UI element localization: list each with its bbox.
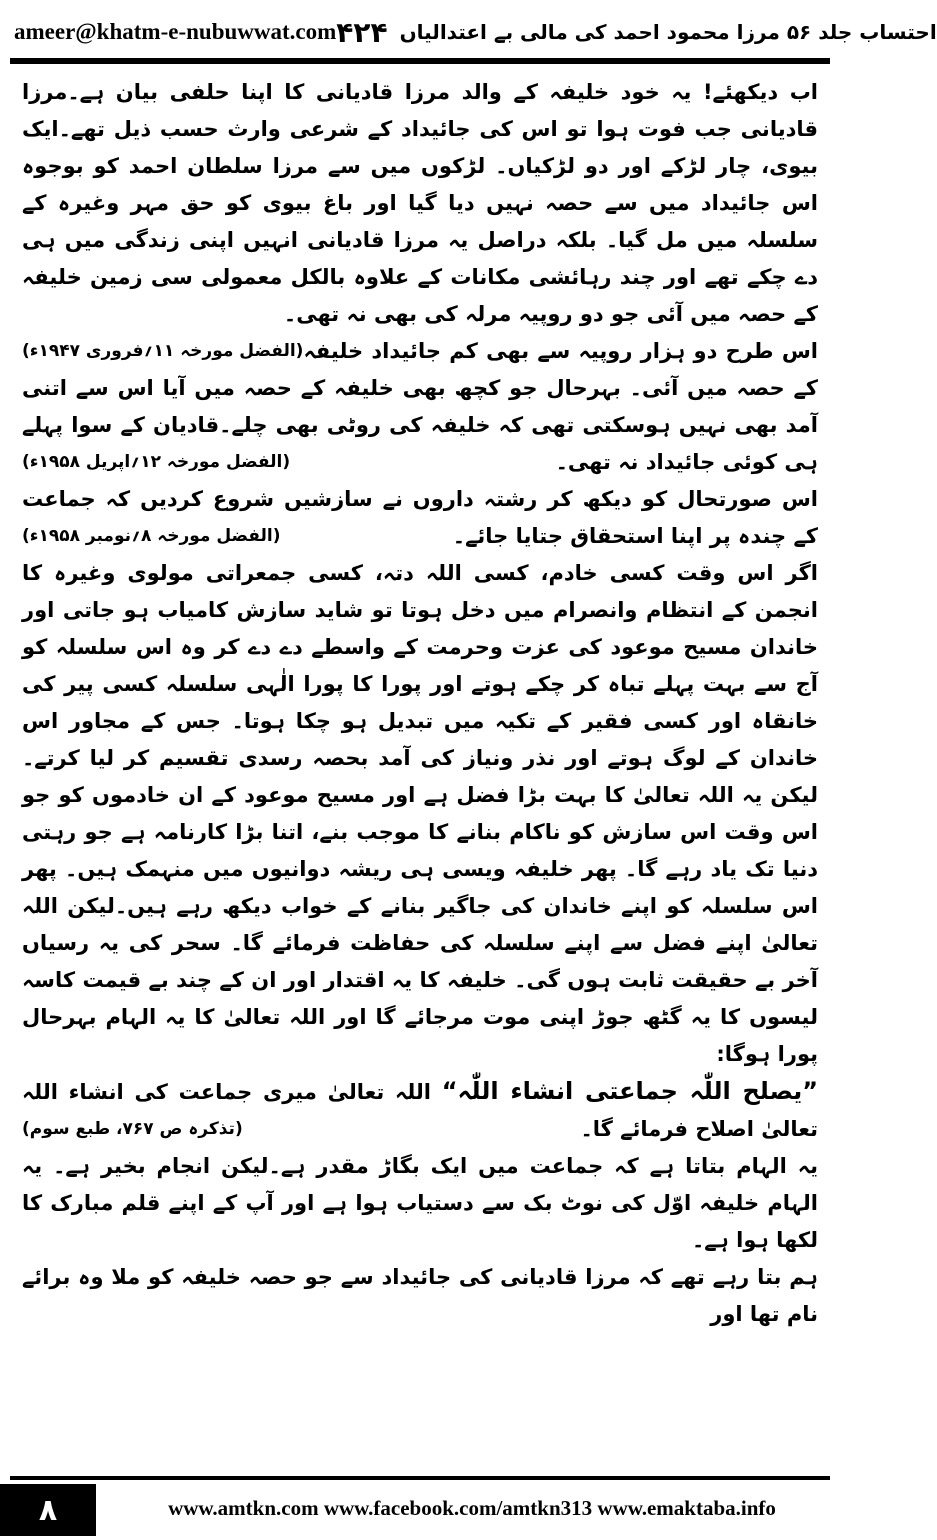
page-header xyxy=(14,10,937,54)
footer-links[interactable]: www.amtkn.com www.facebook.com/amtkn313 www.emaktaba.info xyxy=(168,1496,776,1520)
paragraph-6-text: ہم بتا رہے تھے کہ مرزا قادیانی کی جائیداد سے جو حصہ خلیفہ کو ملا وہ برائے نام تھا اور xyxy=(22,1265,818,1326)
paragraph-4 xyxy=(22,555,818,1073)
paragraph-4-text: اگر اس وقت کسی خادم، کسی اللہ دتہ، کسی جمعراتی مولوی وغیرہ کا انجمن کے انتظام وانصرام میں دخل ہوتا تو شاید سازش کامیاب ہو جاتی اور خاندان مسیح موعود کی عزت وحرمت کے واسطے دے دے کر وہ اس سلسلہ کو آج سے بہت پہلے تباہ کر چکے ہوتے اور پورا کا پورا الٰہی سلسلہ کسی پیر کی خانقاہ اور کسی فقیر کے تکیہ میں تبدیل ہو چکا ہوتا۔ جس کے مجاور اس خاندان کے لوگ ہوتے اور نذر ونیاز کی آمد بحصہ رسدی تقسیم کر لیا کرتے۔لیکن یہ اللہ تعالیٰ کا بہت بڑا فضل ہے اور مسیح موعود کے ان خادموں کو جو اس وقت اس سازش کو ناکام بنانے کا موجب بنے، اتنا بڑا کارنامہ ہے جو رہتی دنیا تک یاد رہے گا۔ پھر خلیفہ ویسی ہی ریشہ دوانیوں میں منہمک ہیں۔ پھر اس سلسلہ کو اپنے خاندان کی جاگیر بنانے کے خواب دیکھ رہے ہیں۔لیکن اللہ تعالیٰ اپنے فضل سے اپنے سلسلہ کی حفاظت فرمائے گا۔ سحر کی یہ رسیاں آخر بے حقیقت ثابت ہوں گی۔ خلیفہ کا یہ اقتدار اور ان کے چند بے قیمت کاسہ لیسوں کا یہ گٹھ جوڑ اپنی موت مرجائے گا اور اللہ تعالیٰ کا یہ الہام بہرحال پورا ہوگا: xyxy=(22,561,818,1066)
arabic-quote: ”یصلح اللّٰہ جماعتی انشاء اللّٰہ“ xyxy=(441,1077,819,1105)
citation-4: (تذکرہ ص ۷۶۷، طبع سوم) xyxy=(22,1119,243,1139)
paragraph-3-text: اس صورتحال کو دیکھ کر رشتہ داروں نے سازشیں شروع کردیں کہ جماعت کے چندہ پر اپنا استحقاق جتایا جائے۔ xyxy=(22,487,818,548)
paragraph-2-text: اس طرح دو ہزار روپیہ سے بھی کم جائیداد خلیفہ کے حصہ میں آئی۔ بہرحال جو کچھ بھی خلیفہ کے حصہ میں آیا اس سے اتنی آمد بھی نہیں ہوسکتی تھی کہ خلیفہ کی روٹی بھی چلے۔قادیان کے سوا پہلے ہی کوئی جائیداد نہ تھی۔ xyxy=(22,339,818,474)
paragraph-1-text: اب دیکھئے! یہ خود خلیفہ کے والد مرزا قادیانی کا اپنا حلفی بیان ہے۔مرزا قادیانی جب فوت ہوا تو اس کی جائیداد کے شرعی وارث حسب ذیل تھے۔ایک بیوی، چار لڑکے اور دو لڑکیاں۔ لڑکوں میں سے مرزا سلطان احمد کو بوجوہ اس جائیداد میں سے حصہ نہیں دیا گیا اور باغ بیوی کو حق مہر وغیرہ کے سلسلہ میں مل گیا۔ بلکہ دراصل یہ مرزا قادیانی انہیں اپنی زندگی میں ہی دے چکے تھے اور چند رہائشی مکانات کے علاوہ بالکل معمولی سی زمین خلیفہ کے حصہ میں آئی جو دو روپیہ مرلہ کی بھی نہ تھی۔ xyxy=(22,80,818,326)
folio-badge: ۸ xyxy=(0,1484,96,1536)
paragraph-3 xyxy=(22,481,818,555)
quote-paragraph xyxy=(22,1073,818,1148)
paragraph-6 xyxy=(22,1259,818,1333)
header-email[interactable]: ameer@khatm-e-nubuwwat.com xyxy=(14,19,337,44)
paragraph-5 xyxy=(22,1148,818,1259)
header-page-number: ۴۲۴ xyxy=(336,15,388,49)
citation-2: (الفضل مورخہ ۱۲؍اپریل ۱۹۵۸ء) xyxy=(22,452,291,472)
header-rule xyxy=(10,58,830,64)
quote-translation: اللہ تعالیٰ میری جماعت کی انشاء اللہ تعالیٰ اصلاح فرمائے گا۔ xyxy=(22,1080,818,1141)
header-title-group xyxy=(336,16,936,49)
header-title: احتساب جلد ۵۶ مرزا محمود احمد کی مالی بے اعتدالیاں xyxy=(399,20,937,44)
page-footer xyxy=(0,1476,840,1540)
footer-rule xyxy=(10,1476,830,1480)
paragraph-1 xyxy=(22,74,818,361)
paragraph-5-text: یہ الہام بتاتا ہے کہ جماعت میں ایک بگاڑ مقدر ہے۔لیکن انجام بخیر ہے۔ یہ الہام خلیفہ اوّل کی نوٹ بک سے دستیاب ہوا ہے اور آپ کے اپنے قلم مبارک کا لکھا ہوا ہے۔ xyxy=(22,1154,818,1252)
page-body xyxy=(22,74,818,1460)
citation-1: (الفضل مورخہ ۱۱؍فروری ۱۹۴۷ء) xyxy=(22,341,304,361)
citation-3: (الفضل مورخہ ۸؍نومبر ۱۹۵۸ء) xyxy=(22,526,281,546)
